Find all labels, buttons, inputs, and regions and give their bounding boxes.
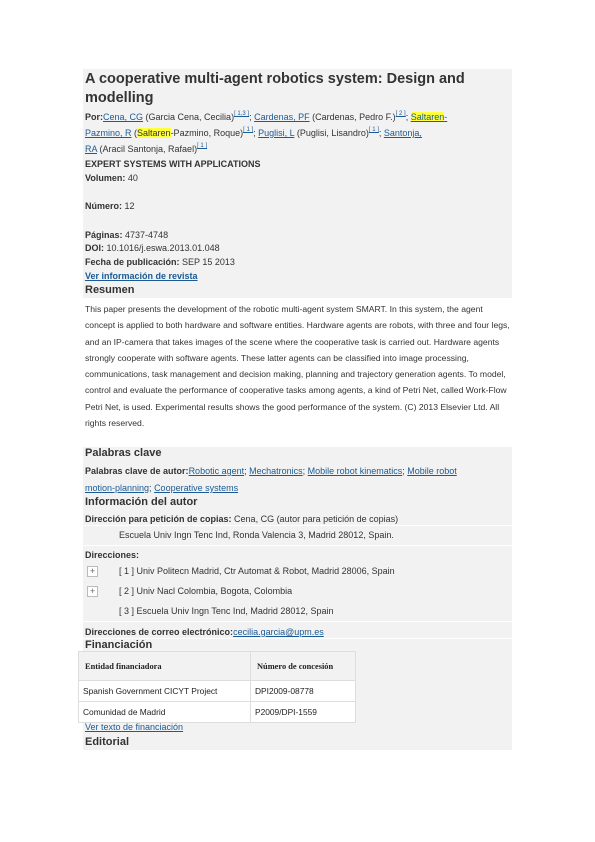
author-full-cardenas: (Cardenas, Pedro F.)	[309, 112, 396, 122]
reprint-label: Dirección para petición de copias:	[85, 514, 232, 524]
address-item: [ 1 ] Univ Politecn Madrid, Ctr Automat & Robot, Madrid 28006, Spain	[119, 566, 395, 576]
keyword-link[interactable]: Robotic agent	[188, 466, 245, 476]
author-full-saltaren: -Pazmino, Roque)	[170, 128, 244, 138]
keywords-label: Palabras clave de autor:	[85, 466, 189, 476]
author-full-puglisi: (Puglisi, Lisandro)	[294, 128, 369, 138]
funding-text-link-text[interactable]: Ver texto de financiación	[85, 722, 184, 732]
separator: ;	[378, 128, 384, 138]
table-cell: Comunidad de Madrid	[79, 702, 251, 723]
authors-line-2	[85, 127, 422, 139]
table-cell: DPI2009-08778	[251, 681, 356, 702]
doi-row	[85, 242, 220, 254]
pubdate-value: SEP 15 2013	[182, 257, 235, 267]
funding-heading: Financiación	[85, 639, 153, 651]
editorial-heading: Editorial	[85, 736, 130, 748]
authors-line-1	[85, 111, 447, 123]
table-cell: P2009/DPI-1559	[251, 702, 356, 723]
pubdate-label: Fecha de publicación:	[85, 257, 180, 267]
table-header-row	[79, 652, 356, 681]
volume-label: Volumen:	[85, 173, 126, 183]
title-line-1: A cooperative multi-agent robotics system: Design and	[85, 71, 465, 87]
author-affil-saltaren[interactable]: [ 1 ]	[243, 127, 254, 133]
pubdate-row	[85, 256, 235, 268]
search-highlight: Saltaren	[410, 112, 445, 122]
divider	[83, 621, 512, 622]
divider	[83, 545, 512, 546]
author-link-santonja-cont[interactable]: RA	[85, 144, 98, 154]
address-item: [ 3 ] Escuela Univ Ingn Tenc Ind, Madrid 28012, Spain	[119, 606, 334, 616]
authors-line-3	[85, 143, 207, 155]
title-line-2: modelling	[85, 90, 154, 106]
table-cell: Spanish Government CICYT Project	[79, 681, 251, 702]
keyword-link[interactable]: Mechatronics	[249, 466, 303, 476]
author-affil-cardenas[interactable]: [ 2 ]	[395, 111, 406, 117]
volume-row	[85, 172, 138, 184]
abstract-text: This paper presents the development of the robotic multi-agent system SMART. In this system, the agent concept is applied to both hardware and software entities. Hardware agents are robots, with three and four legs, and an IP-camera that takes images of the scene where the cooperative task is carried out. Hardware agents strongly cooperate with software agents. These latter agents can be classified into image processing, communications, task management and decision making, planning and trajectory generation agents. To model, control and evaluate the performance of cooperative tasks among agents, a kind of Petri Net, called Work-Flow Petri Net, is used. Experimental results shows the good performance of the system. (C) 2013 Elsevier Ltd. All rights reserved.	[85, 304, 510, 429]
author-full-cena: (Garcia Cena, Cecilia)	[143, 112, 235, 122]
table-row	[79, 681, 356, 702]
journal-info-link-text[interactable]: Ver información de revista	[85, 271, 198, 281]
funding-table	[78, 651, 356, 723]
number-value: 12	[124, 201, 135, 211]
journal-name: EXPERT SYSTEMS WITH APPLICATIONS	[85, 159, 261, 169]
author-affil-santonja[interactable]: [ 1 ]	[197, 143, 208, 149]
keyword-link[interactable]: motion-planning	[85, 483, 150, 493]
authors-label: Por:	[85, 112, 103, 122]
separator: ;	[405, 112, 411, 122]
author-link-cardenas[interactable]: Cardenas, PF	[254, 112, 310, 122]
email-label: Direcciones de correo electrónico:	[85, 627, 234, 637]
doi-value: 10.1016/j.eswa.2013.01.048	[106, 243, 220, 253]
author-info-heading: Información del autor	[85, 496, 198, 508]
addresses-label	[85, 549, 139, 561]
keyword-link[interactable]: Mobile robot kinematics	[307, 466, 403, 476]
keywords-heading: Palabras clave	[85, 447, 162, 459]
volume-value: 40	[127, 173, 138, 183]
email-row	[85, 626, 324, 638]
author-link-saltaren-cont[interactable]: Pazmino, R	[85, 128, 132, 138]
number-row	[85, 200, 135, 212]
column-header: Entidad financiadora	[79, 652, 251, 681]
hyphen: -	[444, 112, 448, 122]
separator: ;	[249, 112, 255, 122]
separator: ;	[149, 483, 155, 493]
address-item: [ 2 ] Univ Nacl Colombia, Bogota, Colombia	[119, 586, 293, 596]
expand-address-1-button[interactable]: +	[87, 566, 98, 577]
reprint-value: Cena, CG (autor para petición de copias)	[231, 514, 399, 524]
expand-address-2-button[interactable]: +	[87, 586, 98, 597]
article-title	[85, 70, 465, 108]
reprint-row	[85, 513, 398, 525]
reprint-address: Escuela Univ Ingn Tenc Ind, Ronda Valencia 3, Madrid 28012, Spain.	[119, 530, 394, 540]
email-link[interactable]: cecilia.garcia@upm.es	[233, 627, 324, 637]
separator: ;	[244, 466, 250, 476]
author-link-cena[interactable]: Cena, CG	[103, 112, 144, 122]
keyword-link[interactable]: Mobile robot	[407, 466, 457, 476]
summary-heading: Resumen	[85, 284, 135, 296]
keyword-link[interactable]: Cooperative systems	[154, 483, 239, 493]
pages-label: Páginas:	[85, 230, 123, 240]
separator: ;	[302, 466, 308, 476]
author-full-santonja: (Aracil Santonja, Rafael)	[97, 144, 198, 154]
doi-label: DOI:	[85, 243, 104, 253]
journal-info-link[interactable]	[85, 270, 198, 282]
author-affil-cena[interactable]: [ 1,3 ]	[234, 111, 250, 117]
addresses-label-text: Direcciones:	[85, 550, 140, 560]
author-affil-puglisi[interactable]: [ 1 ]	[368, 127, 379, 133]
pages-row	[85, 229, 168, 241]
pages-value: 4737-4748	[125, 230, 169, 240]
keywords-line-1	[85, 465, 457, 477]
author-link-saltaren[interactable]	[411, 112, 448, 122]
summary-heading-panel	[83, 284, 512, 298]
table-row	[79, 702, 356, 723]
funding-text-link[interactable]	[85, 721, 183, 733]
separator: ;	[253, 128, 259, 138]
keywords-line-2	[85, 482, 238, 494]
search-highlight: Saltaren	[137, 128, 171, 138]
separator: ;	[402, 466, 408, 476]
author-link-santonja[interactable]: Santonja,	[383, 128, 422, 138]
paren: (	[131, 128, 138, 138]
column-header: Número de concesión	[251, 652, 356, 681]
author-link-puglisi[interactable]: Puglisi, L	[258, 128, 295, 138]
divider	[83, 525, 512, 526]
number-label: Número:	[85, 201, 123, 211]
